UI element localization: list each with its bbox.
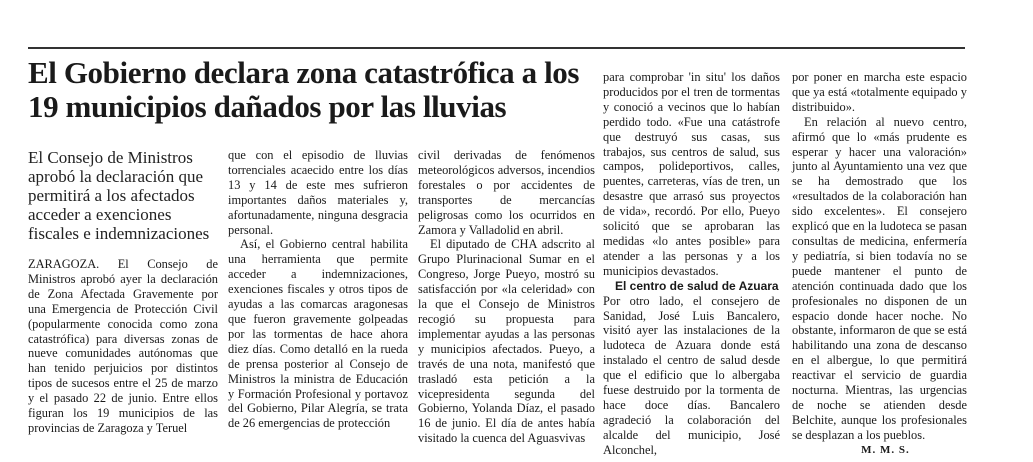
- body-paragraph: por poner en marcha este espacio que ya está «totalmente equipado y distribuido».: [792, 70, 967, 114]
- headline: El Gobierno declara zona catastrófica a los 19 municipios dañados por las lluvias: [28, 55, 580, 124]
- top-rule: [28, 47, 965, 49]
- body-column-1: [28, 257, 218, 436]
- body-text: El Consejo de Ministros aprobó ayer la declaración de Zona Afectada Gravemente por una Emergencia de Protección Civil (popularmente conocida como zona catastrófica) para diversas zonas de nueve comunidades autónomas que han tenido perjuicios por distintos tipos de sucesos entre el 25 de marzo y el pasado 22 de junio. Entre ellos figuran los 19 municipios de las provincias de Zaragoza y Teruel: [28, 257, 218, 435]
- subhead: El Consejo de Ministros aprobó la declaración que permitirá a los afectados acceder a exenciones fiscales e indemnizaciones: [28, 148, 210, 243]
- body-column-5: [792, 70, 967, 458]
- body-paragraph: En relación al nuevo centro, afirmó que lo «más prudente es esperar y hacer una valoración» junto al Ayuntamiento una vez que se ha demostrado que los «resultados de la colaboración han sido excelentes». El consejero explicó que en la ludoteca se pasan consultas de medicina, enfermería y pediatría, si bien todavía no se puede mantener el punto de atención continuada dado que los profesionales no disponen de un espacio donde hacer noche. No obstante, informaron de que se está habilitando una zona de descanso en el albergue, lo que permitirá reactivar el servicio de guardia nocturna. Mientras, las urgencias de noche se atienden desde Belchite, aunque los profesionales se desplazan a los pueblos.: [792, 114, 967, 442]
- body-paragraph: El diputado de CHA adscrito al Grupo Plurinacional Sumar en el Congreso, Jorge Pueyo, mostró su satisfacción por «la celeridad» con la que el Consejo de Ministros recogió su propuesta para implementar ayudas a las personas y municipios afectados. Pueyo, a través de una nota, manifestó que trasladó esta petición a la vicepresidenta segunda del Gobierno, Yolanda Díaz, el pasado 16 de junio. El día de antes había visitado la cuenca del Aguasvivas: [418, 237, 595, 446]
- body-paragraph: para comprobar 'in situ' los daños producidos por el tren de tormentas y conoció a vecinos que lo habían perdido todo. «Fue una catástrofe que destruyó sus casas, sus trabajos, sus centros de salud, sus campos, polideportivos, calles, puentes, carreteras, vías de tren, un desastre que arrasó sus proyectos de vida», recordó. Por ello, Pueyo solicitó que se aprobaran las medidas «lo antes posible» para atender a las personas y a los municipios devastados.: [603, 70, 780, 278]
- body-paragraph: Así, el Gobierno central habilita una herramienta que permite acceder a indemnizaciones, exenciones fiscales y otros tipos de ayudas a las comarcas aragonesas que fueron gravemente golpeadas por las tormentas de hace ahora diez días. Como detalló en la rueda de prensa posterior al Consejo de Ministros la ministra de Educación y Formación Profesional y portavoz del Gobierno, Pilar Alegría, se trata de 26 emergencias de protección: [228, 237, 408, 431]
- body-column-3: [418, 148, 595, 446]
- author-signature: M. M. S.: [861, 443, 910, 456]
- body-column-2: [228, 148, 408, 431]
- body-column-4: [603, 70, 780, 458]
- body-paragraph: [28, 257, 218, 436]
- dateline: ZARAGOZA.: [28, 257, 100, 271]
- section-heading: El centro de salud de Azuara: [615, 278, 779, 293]
- body-paragraph: Por otro lado, el consejero de Sanidad, José Luis Bancalero, visitó ayer las instalaciones de la ludoteca de Azuara donde está instalado el centro de salud desde que el edificio que lo albergaba fuese destruido por la tormenta de hace doce días. Bancalero agradeció la colaboración del alcalde del municipio, José Alconchel,: [603, 293, 780, 457]
- body-paragraph: que con el episodio de lluvias torrenciales acaecido entre los días 13 y 14 de este mes sufrieron importantes daños materiales y, afortunadamente, ninguna desgracia personal.: [228, 148, 408, 237]
- body-paragraph: civil derivadas de fenómenos meteorológicos adversos, incendios forestales o por accidentes de transportes de mercancías peligrosas como los ocurridos en Zamora y Valladolid en abril.: [418, 148, 595, 237]
